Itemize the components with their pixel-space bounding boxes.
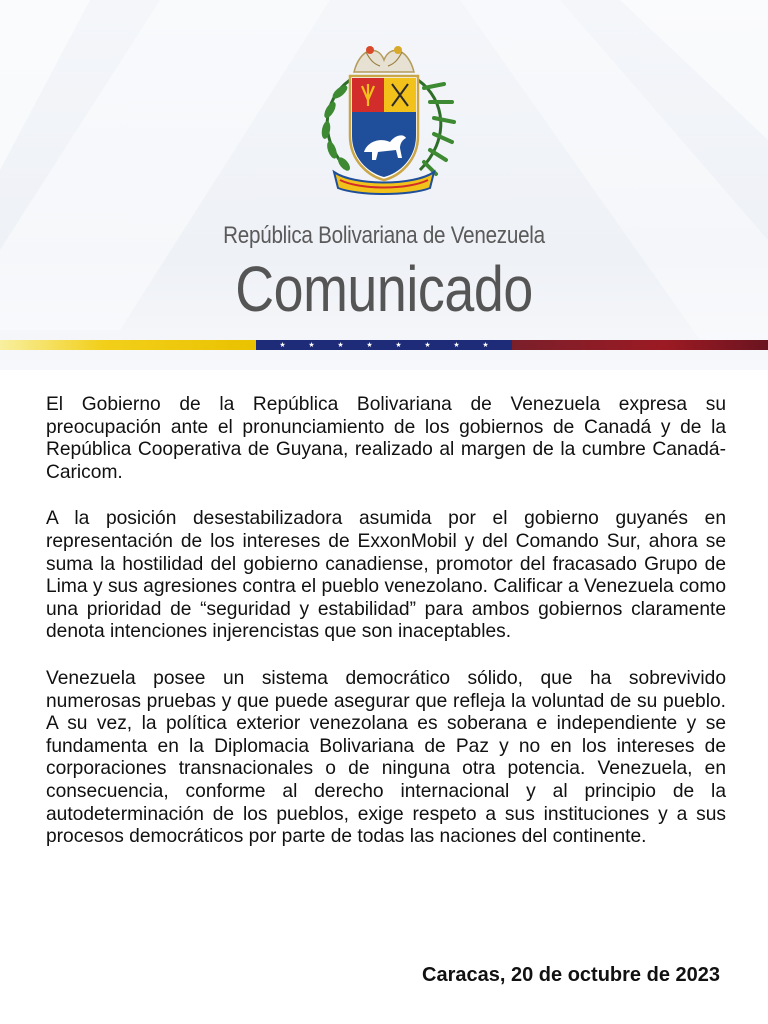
paragraph-2: A la posición desestabilizadora asumida por el gobierno guyanés en representación de los intereses de ExxonMobil y del Comando Sur, ahora se suma la hostilidad del gobierno canadiense, promotor del fracasado Grupo de Lima y sus agresiones contra el pueblo venezolano. Calificar a Venezuela como una prioridad de “seguridad y estabilidad” para ambos gobiernos claramente denota intenciones injerencistas que son inaceptables. bbox=[46, 508, 726, 643]
star-icon: ★ bbox=[424, 342, 431, 349]
communique-body bbox=[46, 394, 726, 873]
star-icon: ★ bbox=[366, 342, 373, 349]
paragraph-3: Venezuela posee un sistema democrático sólido, que ha sobrevivido numerosas pruebas y que puede asegurar que refleja la voluntad de su pueblo. A su vez, la política exterior venezolana es soberana e independiente y se fundamenta en la Diplomacia Bolivariana de Paz y no en los intereses de corporaciones transnacionales o de ninguna otra potencia. Venezuela, en consecuencia, conforme al derecho internacional y al principio de la autodeterminación de los pueblos, exige respeto a sus instituciones y a sus procesos democráticos por parte de todas las naciones del continente. bbox=[46, 667, 726, 848]
star-icon: ★ bbox=[395, 342, 402, 349]
header-banner bbox=[0, 0, 768, 370]
flag-stripe-red bbox=[512, 340, 768, 350]
subtitle-republic: República Bolivariana de Venezuela bbox=[223, 222, 545, 249]
flag-stripe bbox=[0, 340, 768, 350]
star-icon: ★ bbox=[482, 342, 489, 349]
flag-stars bbox=[256, 340, 512, 350]
star-icon: ★ bbox=[337, 342, 344, 349]
page-title: Comunicado bbox=[235, 253, 533, 325]
star-icon: ★ bbox=[308, 342, 315, 349]
flag-stripe-yellow bbox=[0, 340, 256, 350]
star-icon: ★ bbox=[453, 342, 460, 349]
paragraph-1: El Gobierno de la República Bolivariana de Venezuela expresa su preocupación ante el pronunciamiento de los gobiernos de Canadá y de la República Cooperativa de Guyana, realizado al margen de la cumbre Canadá-Caricom. bbox=[46, 394, 726, 483]
place-and-date: Caracas, 20 de octubre de 2023 bbox=[422, 964, 720, 986]
star-icon: ★ bbox=[279, 342, 286, 349]
venezuela-coat-of-arms-icon bbox=[304, 40, 464, 198]
